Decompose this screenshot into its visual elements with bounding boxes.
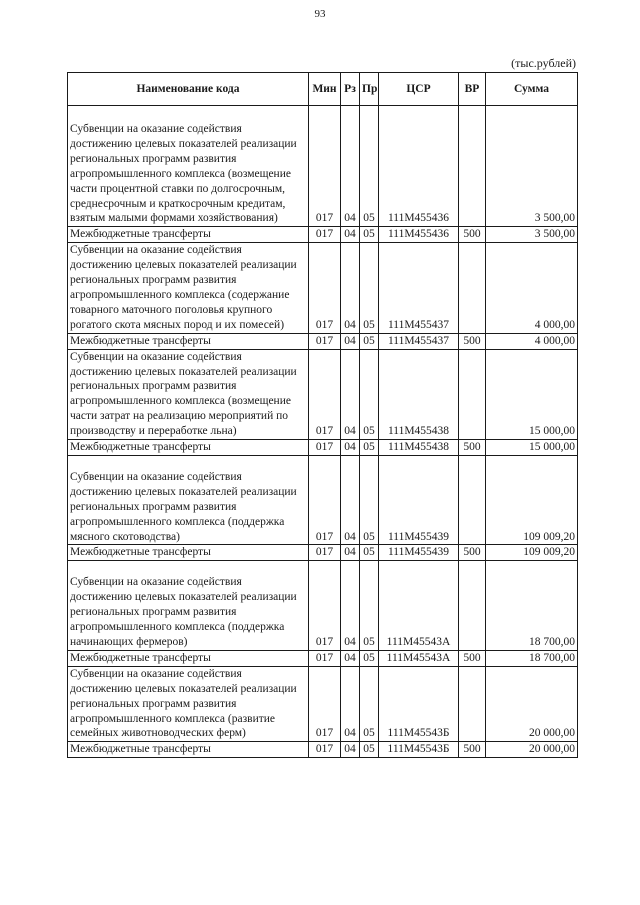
cell-vr [459,106,486,227]
cell-min: 017 [309,243,341,333]
cell-name: Межбюджетные трансферты [68,742,309,758]
cell-name: Субвенции на оказание содействия достижению целевых показателей реализации региональных программ развития агропромышленного комплекса (возмещение части затрат на реализацию мероприятий по производству и переработке льна) [68,349,309,439]
cell-csr: 111М45543Б [379,742,459,758]
cell-min: 017 [309,106,341,227]
cell-name: Межбюджетные трансферты [68,227,309,243]
header-row [68,73,578,106]
cell-min: 017 [309,227,341,243]
cell-pr: 05 [360,349,379,439]
cell-rz: 04 [341,742,360,758]
cell-csr: 111М45543Б [379,666,459,742]
table-row [68,243,578,333]
cell-min: 017 [309,349,341,439]
table-row [68,561,578,651]
cell-rz: 04 [341,666,360,742]
cell-csr: 111М455436 [379,106,459,227]
cell-pr: 05 [360,650,379,666]
table-row [68,545,578,561]
cell-vr: 500 [459,440,486,456]
cell-sum: 20 000,00 [486,666,578,742]
header-csr: ЦСР [379,73,459,106]
cell-vr: 500 [459,227,486,243]
cell-sum: 15 000,00 [486,440,578,456]
cell-pr: 05 [360,243,379,333]
cell-rz: 04 [341,650,360,666]
cell-rz: 04 [341,227,360,243]
cell-pr: 05 [360,545,379,561]
cell-pr: 05 [360,561,379,651]
budget-table [67,72,578,758]
table-row [68,440,578,456]
header-sum: Сумма [486,73,578,106]
cell-csr: 111М455438 [379,440,459,456]
cell-pr: 05 [360,742,379,758]
cell-pr: 05 [360,227,379,243]
cell-pr: 05 [360,455,379,545]
cell-name: Межбюджетные трансферты [68,440,309,456]
cell-name: Субвенции на оказание содействия достижению целевых показателей реализации региональных программ развития агропромышленного комплекса (содержание товарного маточного поголовья крупного рогатого скота мясных пород и их помесей) [68,243,309,333]
cell-rz: 04 [341,440,360,456]
cell-sum: 109 009,20 [486,545,578,561]
cell-min: 017 [309,666,341,742]
cell-csr: 111М455437 [379,243,459,333]
table-row [68,742,578,758]
cell-name: Субвенции на оказание содействия достижению целевых показателей реализации региональных программ развития агропромышленного комплекса (возмещение части процентной ставки по долгосрочным, среднесрочным и краткосрочным кредитам, взятым малыми формами хозяйствования) [68,106,309,227]
cell-min: 017 [309,455,341,545]
cell-name: Субвенции на оказание содействия достижению целевых показателей реализации региональных программ развития агропромышленного комплекса (поддержка мясного скотоводства) [68,455,309,545]
cell-csr: 111М455439 [379,455,459,545]
table-row [68,455,578,545]
cell-sum: 18 700,00 [486,650,578,666]
cell-vr [459,243,486,333]
cell-min: 017 [309,561,341,651]
cell-pr: 05 [360,440,379,456]
cell-min: 017 [309,650,341,666]
cell-rz: 04 [341,243,360,333]
cell-rz: 04 [341,545,360,561]
cell-pr: 05 [360,666,379,742]
cell-csr: 111М455439 [379,545,459,561]
cell-sum: 3 500,00 [486,106,578,227]
cell-rz: 04 [341,333,360,349]
cell-min: 017 [309,545,341,561]
cell-vr: 500 [459,545,486,561]
cell-csr: 111М455438 [379,349,459,439]
cell-name: Межбюджетные трансферты [68,650,309,666]
cell-sum: 18 700,00 [486,561,578,651]
table-row [68,349,578,439]
cell-sum: 4 000,00 [486,243,578,333]
cell-name: Межбюджетные трансферты [68,333,309,349]
cell-csr: 111М455437 [379,333,459,349]
cell-rz: 04 [341,561,360,651]
table-row [68,650,578,666]
cell-sum: 15 000,00 [486,349,578,439]
cell-vr: 500 [459,650,486,666]
cell-vr: 500 [459,333,486,349]
cell-sum: 3 500,00 [486,227,578,243]
units-label: (тыс.рублей) [511,56,576,70]
cell-pr: 05 [360,333,379,349]
cell-csr: 111М455436 [379,227,459,243]
table-row [68,333,578,349]
cell-vr [459,666,486,742]
cell-vr [459,561,486,651]
cell-sum: 4 000,00 [486,333,578,349]
cell-name: Субвенции на оказание содействия достижению целевых показателей реализации региональных программ развития агропромышленного комплекса (поддержка начинающих фермеров) [68,561,309,651]
cell-rz: 04 [341,349,360,439]
header-pr: Пр [360,73,379,106]
cell-rz: 04 [341,106,360,227]
cell-pr: 05 [360,106,379,227]
cell-sum: 20 000,00 [486,742,578,758]
cell-csr: 111М45543А [379,650,459,666]
table-row [68,106,578,227]
page-number: 93 [314,8,326,20]
header-name: Наименование кода [68,73,309,106]
header-rz: Рз [341,73,360,106]
table-row [68,227,578,243]
cell-vr: 500 [459,742,486,758]
cell-min: 017 [309,440,341,456]
table-row [68,666,578,742]
cell-csr: 111М45543А [379,561,459,651]
cell-vr [459,455,486,545]
cell-sum: 109 009,20 [486,455,578,545]
cell-name: Субвенции на оказание содействия достижению целевых показателей реализации региональных программ развития агропромышленного комплекса (развитие семейных животноводческих ферм) [68,666,309,742]
cell-min: 017 [309,742,341,758]
cell-vr [459,349,486,439]
header-vr: ВР [459,73,486,106]
cell-min: 017 [309,333,341,349]
header-min: Мин [309,73,341,106]
cell-name: Межбюджетные трансферты [68,545,309,561]
cell-rz: 04 [341,455,360,545]
